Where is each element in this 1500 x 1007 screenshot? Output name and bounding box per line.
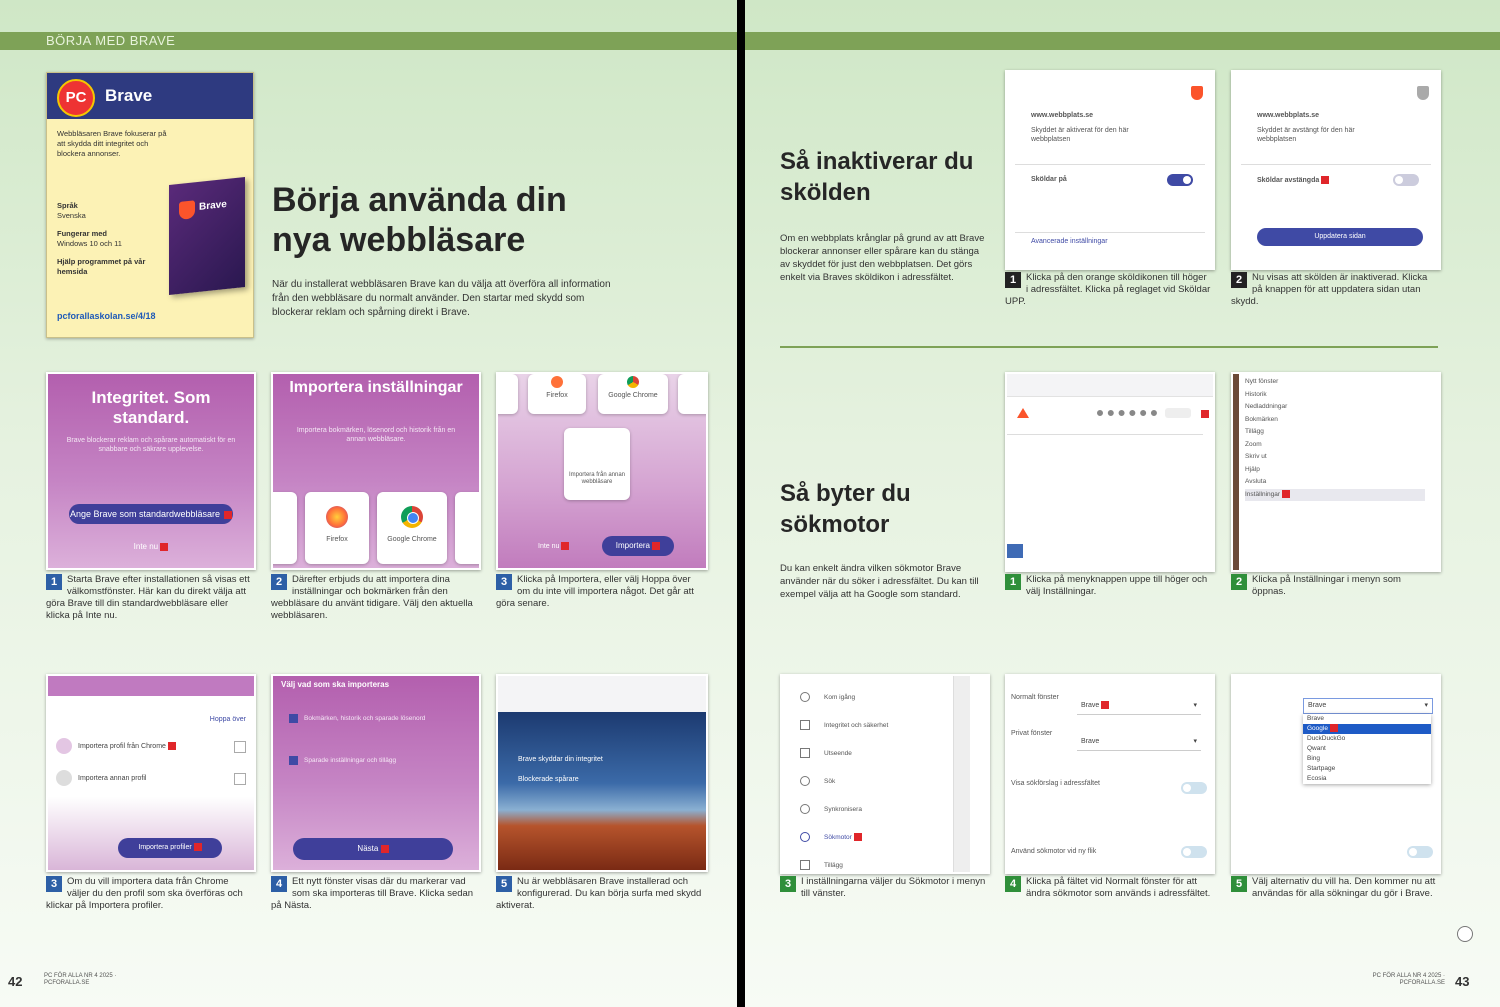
divider xyxy=(1015,164,1205,165)
menu-item[interactable]: Hjälp xyxy=(1245,465,1260,473)
section-label: BÖRJA MED BRAVE xyxy=(46,33,176,48)
marker xyxy=(1101,701,1109,709)
product-description: Webbläsaren Brave fokuserar på att skydda ditt integritet och blockera annonser. xyxy=(57,129,167,158)
screenshot-import-options xyxy=(271,674,481,872)
end-mark-icon xyxy=(1457,926,1473,942)
step-caption xyxy=(496,876,702,912)
sidebar-item[interactable] xyxy=(800,768,888,796)
dropdown-option[interactable]: DuckDuckGo xyxy=(1307,735,1346,742)
button-label: Importera xyxy=(615,541,650,550)
sidebar-icon xyxy=(800,860,810,870)
product-link[interactable]: pcforallaskolan.se/4/18 xyxy=(57,311,156,321)
marker xyxy=(1282,490,1290,498)
step-number: 2 xyxy=(1231,272,1247,288)
other-card[interactable] xyxy=(496,374,518,414)
marker xyxy=(194,843,202,851)
menu-item[interactable]: Tillägg xyxy=(1245,428,1264,435)
caption-text: Klicka på menyknappen uppe till höger och välj Inställningar. xyxy=(1026,574,1208,597)
marker xyxy=(381,845,389,853)
step-number: 1 xyxy=(1005,574,1021,590)
toolbar-icons xyxy=(1097,410,1157,422)
option-row[interactable] xyxy=(289,714,463,723)
sidebar-item[interactable] xyxy=(800,796,888,824)
newtab-text: Brave skyddar din integritet xyxy=(518,756,603,763)
software-box-image xyxy=(169,177,245,295)
avatar xyxy=(56,770,72,786)
page-number-left: 42 xyxy=(8,974,23,989)
checkbox[interactable] xyxy=(234,773,246,785)
shield-status: Skyddet är avstängt för den här webbplatsen xyxy=(1257,127,1355,143)
sidebar-label: Tillägg xyxy=(824,862,843,869)
shield-off-icon xyxy=(1417,86,1429,100)
left-intro: När du installerat webbläsaren Brave kan du välja att överföra all information från den webbläsare du normalt använder. Den startar med skydd som blockerar reklam och spårning direkt i Brave. xyxy=(272,279,611,318)
step-number: 4 xyxy=(271,876,287,892)
marker xyxy=(168,742,176,750)
other-card[interactable] xyxy=(455,492,481,564)
marker xyxy=(1330,724,1338,732)
spec-label: Språk xyxy=(57,201,78,210)
dropdown-option[interactable]: Bing xyxy=(1307,755,1321,762)
caption-text: Klicka på fältet vid Normalt fönster för att ändra sökmotor som används i adressfältet. xyxy=(1026,876,1211,899)
checkbox[interactable] xyxy=(289,756,298,765)
skip-link[interactable]: Hoppa över xyxy=(209,716,246,723)
screenshot-search-settings xyxy=(1005,674,1215,874)
menu-item[interactable]: Historik xyxy=(1245,390,1267,398)
sidebar-label: Synkronisera xyxy=(824,806,862,813)
menu-item[interactable]: Avsluta xyxy=(1245,478,1267,485)
search-engine-select[interactable] xyxy=(1077,698,1201,715)
avatar xyxy=(56,738,72,754)
caption-text: Klicka på den orange sköldikonen till höger i adressfältet. Klicka på reglaget vid Sköldar UPP. xyxy=(1005,272,1211,307)
menu-item-settings[interactable] xyxy=(1245,489,1425,502)
left-heading: Börja använda din nya webbläsare xyxy=(272,181,567,259)
sidebar-label: Sök xyxy=(824,778,836,785)
search-intro: Du kan enkelt ändra vilken sökmotor Brave använder när du söker i adressfältet. Du kan till exempel välja att ha Google som standard. xyxy=(780,563,979,600)
sidebar-item[interactable] xyxy=(800,712,888,740)
screenshot-import-select xyxy=(496,372,708,570)
marker xyxy=(224,511,232,519)
step-number: 5 xyxy=(1231,876,1247,892)
step-caption xyxy=(46,574,252,622)
screenshot-browser-menu xyxy=(1005,372,1215,572)
step-number: 2 xyxy=(1231,574,1247,590)
sidebar-icon xyxy=(800,804,810,814)
site-address: www.webbplats.se xyxy=(1031,112,1093,119)
dropdown-option[interactable]: Brave xyxy=(1307,715,1324,722)
shield-toggle-label xyxy=(1257,176,1329,184)
firefox-card[interactable] xyxy=(305,492,369,564)
card-label: Firefox xyxy=(546,392,568,399)
option-label: Bokmärken, historik och sparade lösenord xyxy=(304,715,426,722)
newtab-background xyxy=(498,712,706,870)
dropdown-option-selected[interactable] xyxy=(1303,724,1431,734)
caption-text: Nu visas att skölden är inaktiverad. Klicka på knappen för att uppdatera sidan utan skydd. xyxy=(1231,272,1428,307)
sidebar-icon xyxy=(800,748,810,758)
step-caption xyxy=(496,574,702,610)
menu-label: Inställningar xyxy=(1245,490,1281,498)
caption-text: Starta Brave efter installationen så visas ett välkomstfönster. Här kan du direkt välja att göra Brave till din standardwebbläsare eller klicka på Inte nu. xyxy=(46,574,250,621)
screenshot-menu-list xyxy=(1231,372,1441,572)
lion-logo-icon xyxy=(1017,408,1029,418)
option-label: Google xyxy=(1307,725,1328,732)
footer-info-left: PC FÖR ALLA NR 4 2025 · PCFORALLA.SE xyxy=(44,973,117,986)
option-label: Sparade inställningar och tillägg xyxy=(304,757,397,764)
step-number: 2 xyxy=(271,574,287,590)
page-spine xyxy=(737,0,745,1007)
import-profiles-button[interactable] xyxy=(118,838,222,858)
marker xyxy=(1201,410,1209,418)
step-caption xyxy=(1231,876,1437,900)
import-title: Importera inställningar xyxy=(289,379,463,396)
sidebar-item[interactable] xyxy=(800,740,888,768)
sidebar-icon xyxy=(800,776,810,786)
step-number: 3 xyxy=(780,876,796,892)
checkbox[interactable] xyxy=(289,714,298,723)
setting-toggle[interactable] xyxy=(1181,782,1207,794)
screenshot-profile-select xyxy=(46,674,256,872)
card-label: Google Chrome xyxy=(387,536,437,543)
product-box xyxy=(46,72,254,338)
skip-link[interactable] xyxy=(538,542,569,550)
option-row[interactable] xyxy=(289,756,463,765)
screenshot-engine-dropdown xyxy=(1231,674,1441,874)
setting-option: Visa sökförslag i adressfältet xyxy=(1011,780,1100,787)
caption-text: Ett nytt fönster visas där du markerar vad som ska importeras till Brave. Klicka sedan på Nästa. xyxy=(271,876,474,911)
spec-label: Fungerar med xyxy=(57,229,108,238)
left-page xyxy=(0,0,737,1007)
link-label: Inte nu xyxy=(133,542,159,551)
chevron-down-icon: ▾ xyxy=(1193,702,1197,709)
step-caption xyxy=(1231,272,1437,308)
menu-item[interactable]: Skriv ut xyxy=(1245,453,1267,460)
select-value: Brave xyxy=(1308,702,1327,709)
checkbox[interactable] xyxy=(234,741,246,753)
dropdown-list xyxy=(1303,714,1431,784)
profile-row[interactable] xyxy=(56,768,246,790)
marker xyxy=(160,543,168,551)
card-label: Importera från annan webbläsare xyxy=(568,472,626,485)
step-caption xyxy=(1005,876,1211,900)
search-heading: Så byter du sökmotor xyxy=(780,480,911,538)
welcome-subtitle: Brave blockerar reklam och spårare automatiskt för en snabbare och säkrare upplevelse. xyxy=(66,437,236,453)
screenshot-welcome xyxy=(46,372,256,570)
step-caption xyxy=(271,574,477,622)
box-brand: Brave xyxy=(199,198,227,213)
firefox-icon xyxy=(326,506,348,528)
menu-item[interactable]: Nytt fönster xyxy=(1245,378,1279,385)
profile-row[interactable] xyxy=(56,736,246,758)
divider xyxy=(1241,164,1431,165)
step-number: 5 xyxy=(496,876,512,892)
sidebar-icon xyxy=(800,720,810,730)
spec-label: Hjälp programmet på vår hemsida xyxy=(57,257,146,276)
marker xyxy=(652,542,660,550)
footer-info-right: PC FÖR ALLA NR 4 2025 · PCFORALLA.SE xyxy=(1372,973,1445,986)
private-engine-select[interactable] xyxy=(1077,734,1201,751)
caption-text: Klicka på Importera, eller välj Hoppa över om du inte vill importera något. Det går att göra senare. xyxy=(496,574,694,609)
step-number: 1 xyxy=(1005,272,1021,288)
setting-toggle[interactable] xyxy=(1407,846,1433,858)
button-label: Ange Brave som standardwebbläsare xyxy=(69,509,221,519)
set-default-button[interactable] xyxy=(69,504,234,524)
caption-text: I inställningarna väljer du Sökmotor i menyn till vänster. xyxy=(801,876,986,899)
advanced-link[interactable]: Avancerade inställningar xyxy=(1031,238,1108,245)
shield-toggle[interactable] xyxy=(1167,174,1193,186)
screenshot-brave-newtab xyxy=(496,674,708,872)
import-button[interactable] xyxy=(602,536,674,556)
shield-toggle[interactable] xyxy=(1393,174,1419,186)
sidebar-item[interactable] xyxy=(800,684,888,712)
sidebar-label: Sökmotor xyxy=(824,834,852,841)
caption-text: Välj alternativ du vill ha. Den kommer nu att användas för alla sökningar du gör i Brave. xyxy=(1252,876,1436,899)
newtab-text: Blockerade spårare xyxy=(518,776,579,783)
sidebar-item-search-engine[interactable] xyxy=(800,824,888,852)
search-icon xyxy=(800,832,810,842)
button-label: Nästa xyxy=(357,844,379,853)
step-number: 3 xyxy=(46,876,62,892)
sidebar-label: Integritet och säkerhet xyxy=(824,722,889,729)
marker xyxy=(854,833,862,841)
firefox-card[interactable] xyxy=(528,374,586,414)
product-name: Brave xyxy=(105,86,153,105)
not-now-link[interactable] xyxy=(48,542,254,551)
marker xyxy=(561,542,569,550)
menu-item[interactable]: Nedladdningar xyxy=(1245,403,1288,410)
screenshot-shields-on xyxy=(1005,70,1215,270)
divider xyxy=(1015,232,1205,233)
chrome-card[interactable] xyxy=(377,492,447,564)
shield-toggle-label: Sköldar på xyxy=(1031,176,1067,183)
step-number: 4 xyxy=(1005,876,1021,892)
link-label: Inte nu xyxy=(538,542,560,550)
sidebar-label: Utseende xyxy=(824,750,852,757)
import-subtitle: Importera bokmärken, lösenord och historik från en annan webbläsare. xyxy=(296,427,456,443)
step-caption xyxy=(46,876,252,912)
welcome-title: Integritet. Som standard. xyxy=(91,388,211,427)
step-caption xyxy=(1231,574,1437,598)
import-other-card[interactable] xyxy=(564,428,630,500)
select-value: Brave xyxy=(1081,702,1100,709)
marker xyxy=(1321,176,1329,184)
shield-icon xyxy=(1191,86,1203,100)
page-number-right: 43 xyxy=(1455,974,1470,989)
other-card[interactable] xyxy=(271,492,297,564)
caption-text: Därefter erbjuds du att importera dina inställningar och bokmärken från den webbläsare du använt tidigare. Välj den aktuella webbläsaren. xyxy=(271,574,473,621)
step-number: 3 xyxy=(496,574,512,590)
menu-item[interactable]: Zoom xyxy=(1245,440,1262,448)
options-title: Välj vad som ska importeras xyxy=(281,680,390,689)
caption-text: Klicka på Inställningar i menyn som öppnas. xyxy=(1252,574,1401,597)
caption-text: Nu är webbläsaren Brave installerad och konfigurerad. Du kan börja surfa med skydd aktiverat. xyxy=(496,876,702,911)
chevron-down-icon: ▾ xyxy=(1424,702,1428,709)
section-divider xyxy=(780,346,1438,348)
shield-intro: Om en webbplats krånglar på grund av att Brave blockerar annonser eller spårare kan du stänga av skyddet för just den webbplatsen. Det görs enkelt via Braves sköldikon i adressfältet. xyxy=(780,233,985,283)
step-caption xyxy=(1005,272,1211,308)
next-button[interactable] xyxy=(293,838,453,860)
step-number: 1 xyxy=(46,574,62,590)
site-address: www.webbplats.se xyxy=(1257,112,1319,119)
button-label: Importera profiler xyxy=(138,844,192,851)
sidebar-item[interactable] xyxy=(800,852,888,874)
shield-status: Skyddet är aktiverat för den här webbplatsen xyxy=(1031,127,1129,143)
caption-text: Om du vill importera data från Chrome väljer du den profil som ska överföras och klickar på Importera profiler. xyxy=(46,876,243,911)
chrome-card[interactable] xyxy=(598,374,668,414)
screenshot-shields-off xyxy=(1231,70,1441,270)
setting-label: Normalt fönster xyxy=(1011,694,1059,701)
screenshot-settings-sidebar xyxy=(780,674,990,874)
setting-option: Använd sökmotor vid ny flik xyxy=(1011,848,1097,855)
other-card[interactable] xyxy=(678,374,708,414)
engine-dropdown[interactable] xyxy=(1303,698,1433,714)
menu-button[interactable] xyxy=(1165,408,1191,418)
profile-label: Importera annan profil xyxy=(78,775,147,782)
profile-label: Importera profil från Chrome xyxy=(78,743,166,750)
screenshot-import xyxy=(271,372,481,570)
sidebar-icon xyxy=(800,692,810,702)
spec-value: Windows 10 och 11 xyxy=(57,239,122,248)
menu-item[interactable]: Bokmärken xyxy=(1245,415,1278,423)
step-caption xyxy=(780,876,986,900)
refresh-button[interactable]: Uppdatera sidan xyxy=(1257,228,1423,246)
card-label: Google Chrome xyxy=(608,392,658,399)
chrome-icon xyxy=(401,506,423,528)
dropdown-option[interactable]: Qwant xyxy=(1307,745,1326,752)
dropdown-option[interactable]: Startpage xyxy=(1307,765,1336,772)
setting-toggle[interactable] xyxy=(1181,846,1207,858)
step-caption xyxy=(271,876,477,912)
step-caption xyxy=(1005,574,1211,598)
chevron-down-icon: ▾ xyxy=(1193,738,1197,745)
shield-heading: Så inaktiverar du skölden xyxy=(780,148,974,206)
dropdown-option[interactable]: Ecosia xyxy=(1307,775,1327,782)
sidebar-label: Kom igång xyxy=(824,694,856,701)
section-bar xyxy=(745,32,1500,50)
setting-label: Privat fönster xyxy=(1011,730,1053,737)
card-label: Firefox xyxy=(326,536,348,543)
right-page xyxy=(745,0,1500,1007)
spec-value: Svenska xyxy=(57,211,86,220)
toggle-text: Sköldar avstängda xyxy=(1257,176,1320,184)
pc-badge: PC xyxy=(57,79,95,117)
lion-logo-icon xyxy=(179,200,195,220)
select-value: Brave xyxy=(1081,738,1100,745)
